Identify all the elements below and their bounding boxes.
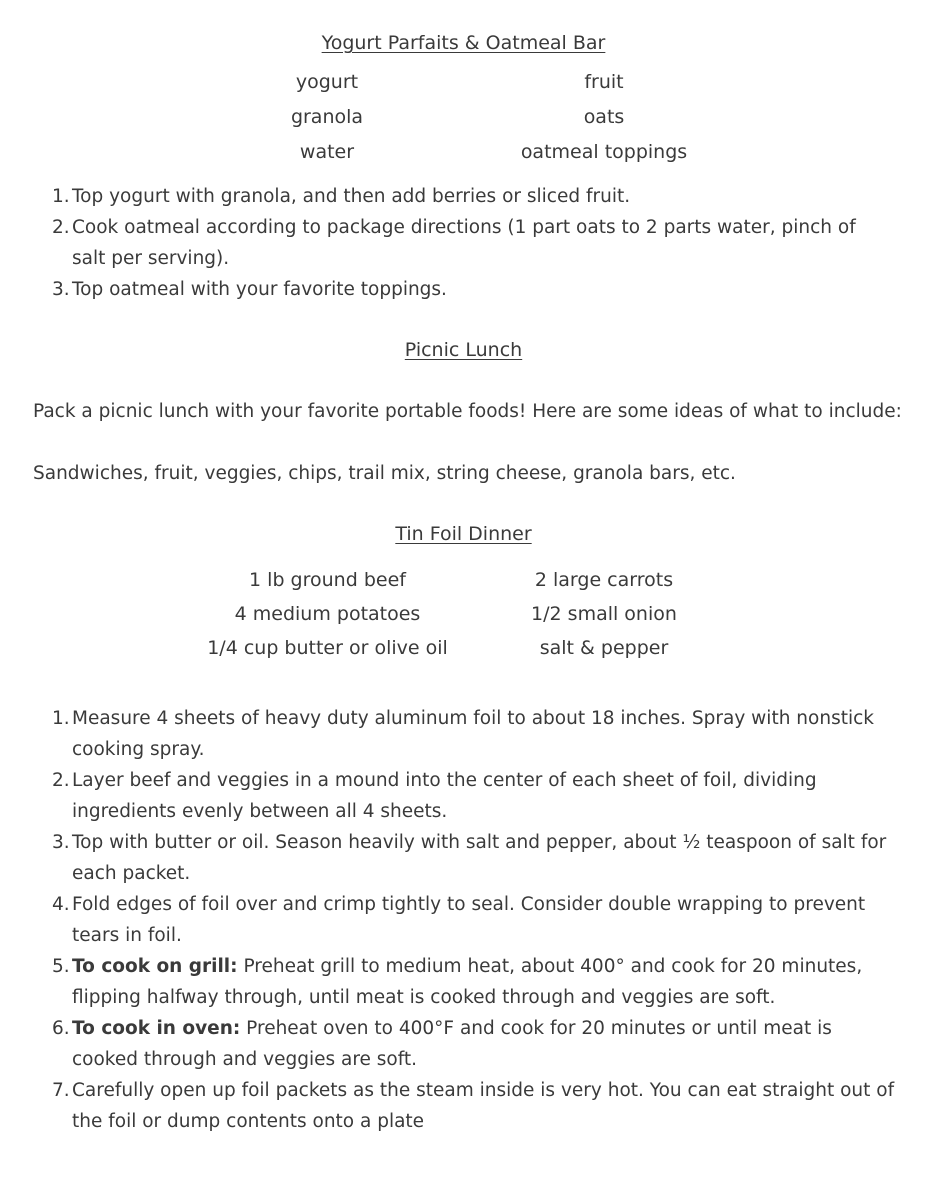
ingredient-item: yogurt — [295, 71, 359, 93]
ingredient-item: 4 medium potatoes — [234, 603, 421, 625]
ingredient-item: oats — [583, 106, 625, 128]
ingredient-item: 1 lb ground beef — [249, 569, 406, 591]
ingredient-item: 1/2 small onion — [531, 603, 677, 625]
tinfoil-steps — [52, 703, 902, 1137]
step-number: 1. — [52, 708, 70, 729]
step-number: 2. — [52, 217, 70, 238]
step-emphasis: To cook on grill: — [72, 956, 238, 977]
step-text: Top oatmeal with your favorite toppings. — [72, 279, 447, 300]
parfait-steps — [52, 181, 892, 305]
step-item — [52, 765, 902, 827]
step-emphasis: To cook in oven: — [72, 1018, 241, 1039]
step-item — [52, 181, 892, 212]
step-number: 3. — [52, 832, 70, 853]
step-item — [52, 1075, 902, 1137]
ingredient-item: fruit — [584, 71, 624, 93]
step-number: 1. — [52, 186, 70, 207]
parfait-title: Yogurt Parfaits & Oatmeal Bar — [321, 32, 606, 54]
step-item — [52, 827, 902, 889]
step-number: 3. — [52, 279, 70, 300]
step-text: Preheat oven to 400°F and cook for 20 minutes or until meat is cooked through and veggies are soft. — [72, 1018, 832, 1070]
step-text: Carefully open up foil packets as the steam inside is very hot. You can eat straight out of the foil or dump contents onto a plate — [72, 1080, 895, 1132]
step-text: Top yogurt with granola, and then add berries or sliced fruit. — [72, 186, 631, 207]
step-text: Preheat grill to medium heat, about 400° and cook for 20 minutes, flipping halfway through, until meat is cooked through and veggies are soft. — [72, 956, 863, 1008]
ingredient-item: oatmeal toppings — [520, 141, 688, 163]
step-text: Top with butter or oil. Season heavily with salt and pepper, about ½ teaspoon of salt for each packet. — [72, 832, 887, 884]
tinfoil-title: Tin Foil Dinner — [395, 523, 532, 545]
picnic-intro: Pack a picnic lunch with your favorite portable foods! Here are some ideas of what to include: — [33, 401, 902, 422]
step-item — [52, 889, 902, 951]
ingredient-item: granola — [290, 106, 364, 128]
ingredient-item: 1/4 cup butter or olive oil — [207, 637, 448, 659]
step-text: Measure 4 sheets of heavy duty aluminum foil to about 18 inches. Spray with nonstick cooking spray. — [72, 708, 874, 760]
step-text: Cook oatmeal according to package directions (1 part oats to 2 parts water, pinch of salt per serving). — [72, 217, 856, 269]
picnic-ideas: Sandwiches, fruit, veggies, chips, trail mix, string cheese, granola bars, etc. — [33, 463, 736, 484]
ingredient-item: 2 large carrots — [534, 569, 674, 591]
step-item — [52, 212, 892, 274]
ingredient-item: water — [299, 141, 355, 163]
picnic-title: Picnic Lunch — [404, 339, 523, 361]
step-number: 5. — [52, 956, 70, 977]
step-text: Layer beef and veggies in a mound into the center of each sheet of foil, dividing ingredients evenly between all 4 sheets. — [72, 770, 817, 822]
step-number: 7. — [52, 1080, 70, 1101]
step-text: Fold edges of foil over and crimp tightly to seal. Consider double wrapping to prevent tears in foil. — [72, 894, 866, 946]
step-item — [52, 274, 892, 305]
step-number: 4. — [52, 894, 70, 915]
step-number: 6. — [52, 1018, 70, 1039]
ingredient-item: salt & pepper — [539, 637, 669, 659]
step-item — [52, 951, 902, 1013]
step-item — [52, 1013, 902, 1075]
step-number: 2. — [52, 770, 70, 791]
step-item — [52, 703, 902, 765]
